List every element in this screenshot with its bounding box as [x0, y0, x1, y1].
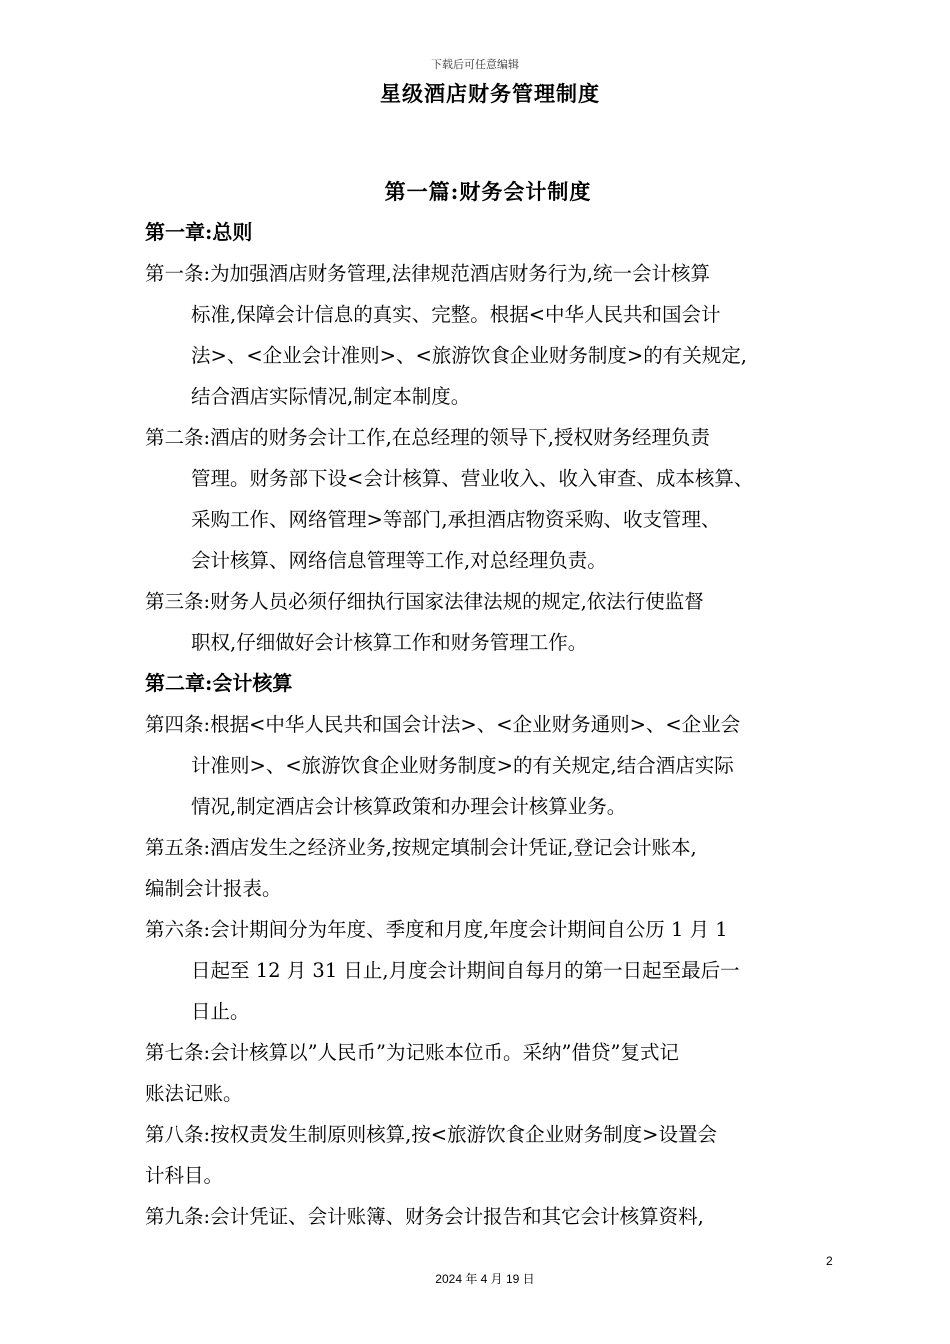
header-note: 下载后可任意编辑 — [431, 58, 519, 71]
article-paragraph — [145, 1196, 845, 1237]
document-body — [145, 212, 845, 1237]
text-line: 结合酒店实际情况,制定本制度。 — [191, 385, 471, 408]
text-line: 第六条:会计期间分为年度、季度和月度,年度会计期间自公历 1 月 1 — [145, 918, 728, 941]
text-line: 第二章:会计核算 — [145, 671, 293, 695]
text-line: 日止。 — [191, 1000, 250, 1023]
text-line: 第八条:按权责发生制原则核算,按<旅游饮食企业财务制度>设置会 — [145, 1123, 717, 1146]
text-line: 第一章:总则 — [145, 220, 253, 244]
article-paragraph — [145, 704, 845, 827]
text-line: 第五条:酒店发生之经济业务,按规定填制会计凭证,登记会计账本, — [145, 836, 697, 859]
text-line: 第二条:酒店的财务会计工作,在总经理的领导下,授权财务经理负责 — [145, 426, 710, 449]
text-line: 编制会计报表。 — [145, 877, 282, 900]
part-title: 第一篇:财务会计制度 — [384, 179, 592, 204]
text-line: 第一条:为加强酒店财务管理,法律规范酒店财务行为,统一会计核算 — [145, 262, 710, 285]
chapter-heading — [145, 663, 845, 704]
document-title: 星级酒店财务管理制度 — [380, 81, 600, 106]
text-line: 法>、<企业会计准则>、<旅游饮食企业财务制度>的有关规定, — [191, 344, 747, 367]
text-line: 计准则>、<旅游饮食企业财务制度>的有关规定,结合酒店实际 — [191, 754, 734, 777]
text-line: 计科目。 — [145, 1164, 224, 1187]
article-paragraph — [145, 417, 845, 581]
footer-date: 2024 年 4 月 19 日 — [435, 1272, 535, 1286]
chapter-heading — [145, 212, 845, 253]
article-paragraph — [145, 909, 845, 1032]
text-line: 第三条:财务人员必须仔细执行国家法律法规的规定,依法行使监督 — [145, 590, 704, 613]
text-line: 标准,保障会计信息的真实、完整。根据<中华人民共和国会计 — [191, 303, 721, 326]
text-line: 会计核算、网络信息管理等工作,对总经理负责。 — [191, 549, 607, 572]
text-line: 采购工作、网络管理>等部门,承担酒店物资采购、收支管理、 — [191, 508, 721, 531]
text-line: 第九条:会计凭证、会计账簿、财务会计报告和其它会计核算资料, — [145, 1205, 704, 1228]
text-line: 职权,仔细做好会计核算工作和财务管理工作。 — [191, 631, 588, 654]
article-paragraph — [145, 827, 845, 909]
text-line: 账法记账。 — [145, 1082, 243, 1105]
text-line: 日起至 12 月 31 日止,月度会计期间自每月的第一日起至最后一 — [191, 959, 740, 982]
text-line: 第四条:根据<中华人民共和国会计法>、<企业财务通则>、<企业会 — [145, 713, 741, 736]
article-paragraph — [145, 581, 845, 663]
article-paragraph — [145, 1114, 845, 1196]
text-line: 第七条:会计核算以”人民币”为记账本位币。采纳”借贷”复式记 — [145, 1041, 679, 1064]
article-paragraph — [145, 253, 845, 417]
article-paragraph — [145, 1032, 845, 1114]
text-line: 管理。财务部下设<会计核算、营业收入、收入审查、成本核算、 — [191, 467, 754, 490]
text-line: 情况,制定酒店会计核算政策和办理会计核算业务。 — [191, 795, 627, 818]
page-number: 2 — [826, 1254, 833, 1268]
